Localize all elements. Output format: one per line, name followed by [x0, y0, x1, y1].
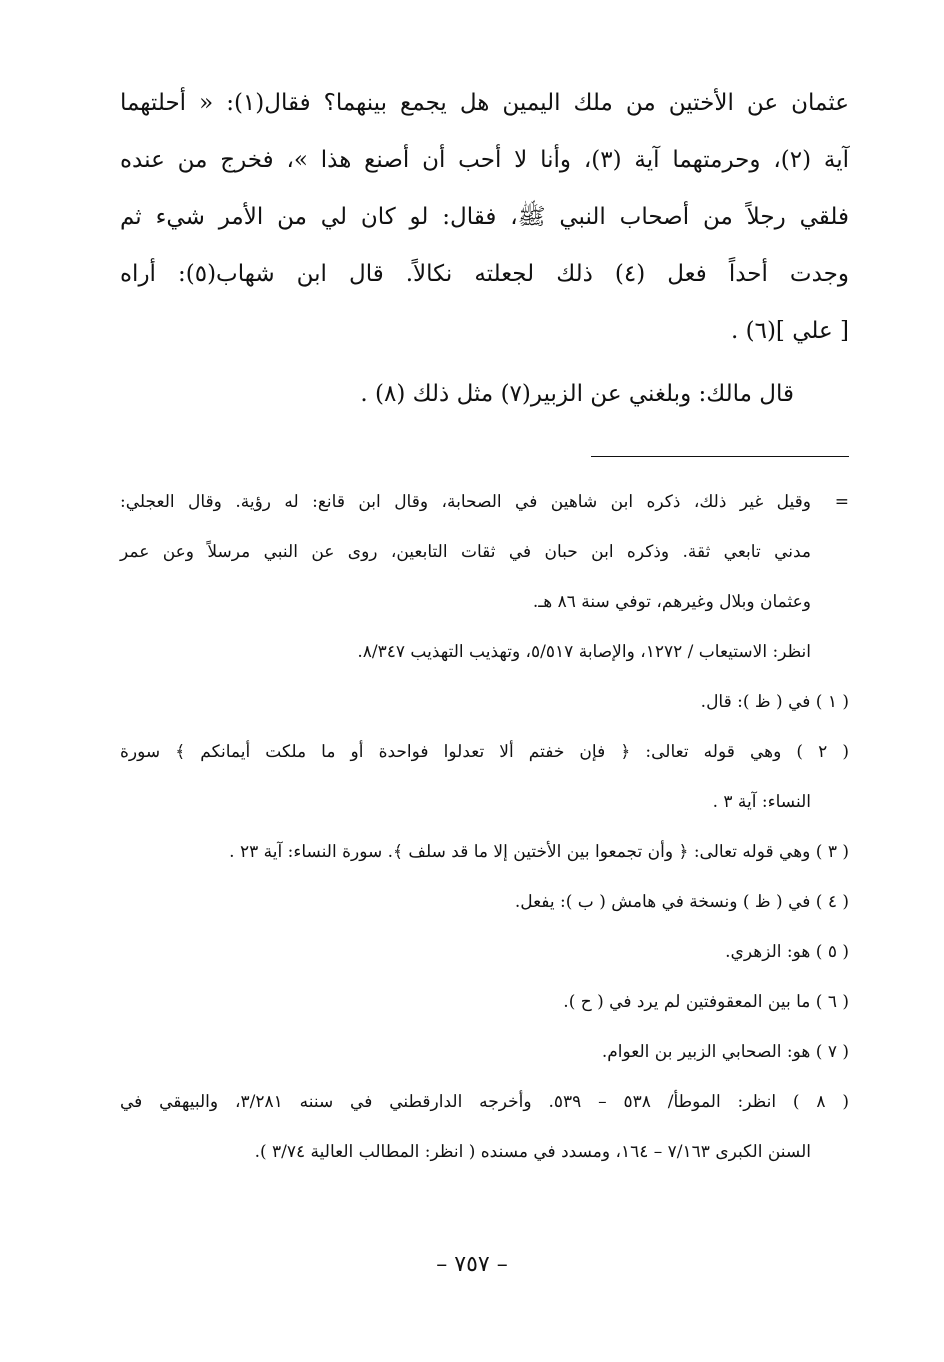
footnote-1: ( ١ ) في ( ظ ): قال. [700, 692, 849, 712]
footnote-line: وعثمان وبلال وغيرهم، توفي سنة ٨٦ هـ. [532, 592, 811, 612]
continuation-marker: = [834, 492, 849, 512]
main-text-line: وجدت أحداً فعل (٤) ذلك لجعلته نكالاً. قال ابن شهاب(٥): أراه [120, 261, 849, 287]
main-text-line: عثمان عن الأختين من ملك اليمين هل يجمع بينهما؟ فقال(١): « أحلتهما [120, 90, 849, 116]
footnote-separator [591, 456, 849, 457]
main-text-line: آية (٢)، وحرمتهما آية (٣)، وأنا لا أحب أن أصنع هذا »، فخرج من عنده [120, 147, 849, 173]
main-text-line: فلقي رجلاً من أصحاب النبي ﷺ، فقال: لو كان لي من الأمر شيء ثم [120, 204, 849, 230]
page-number: – ٧٥٧ – [436, 1252, 508, 1277]
footnotes [120, 477, 849, 1177]
footnote-continuation [120, 477, 849, 677]
footnote-2-continuation: النساء: آية ٣ . [712, 792, 811, 812]
main-text [120, 75, 849, 423]
footnote-4: ( ٤ ) في ( ظ ) ونسخة في هامش ( ب ): يفعل. [514, 892, 849, 912]
footnote-line: وقيل غير ذلك، ذكره ابن شاهين في الصحابة، وقال ابن قانع: له رؤية. وقال العجلي: [120, 492, 811, 512]
footnote-5: ( ٥ ) هو: الزهري. [725, 942, 849, 962]
footnote-line: مدني تابعي ثقة. وذكره ابن حبان في ثقات التابعين، روى عن النبي مرسلاً وعن عمر [120, 542, 811, 562]
footnote-8: ( ٨ ) انظر: الموطأ/ ٥٣٨ – ٥٣٩. وأخرجه الدارقطني في سننه ٣/٢٨١، والبيهقي في [120, 1092, 849, 1112]
footnote-8-continuation: السنن الكبرى ٧/١٦٣ – ١٦٤، ومسدد في مسنده ( انظر: المطالب العالية ٣/٧٤ ). [254, 1142, 811, 1162]
footnote-reference-line: انظر: الاستيعاب / ١٢٧٢، والإصابة ٥/٥١٧، وتهذيب التهذيب ٨/٣٤٧. [357, 642, 811, 662]
malik-quote-line: قال مالك: وبلغني عن الزبير(٧) مثل ذلك (٨) . [360, 381, 794, 407]
footnote-7: ( ٧ ) هو: الصحابي الزبير بن العوام. [601, 1042, 849, 1062]
main-text-line: [ علي ](٦) . [730, 318, 849, 344]
footnote-6: ( ٦ ) ما بين المعقوفتين لم يرد في ( ح ). [563, 992, 849, 1012]
footnote-2: ( ٢ ) وهي قوله تعالى: ﴿ فإن خفتم ألا تعدلوا فواحدة أو ما ملكت أيمانكم ﴾ سورة [120, 742, 849, 762]
footnote-3: ( ٣ ) وهي قوله تعالى: ﴿ وأن تجمعوا بين الأختين إلا ما قد سلف ﴾. سورة النساء: آية ٢٣ . [229, 842, 849, 862]
